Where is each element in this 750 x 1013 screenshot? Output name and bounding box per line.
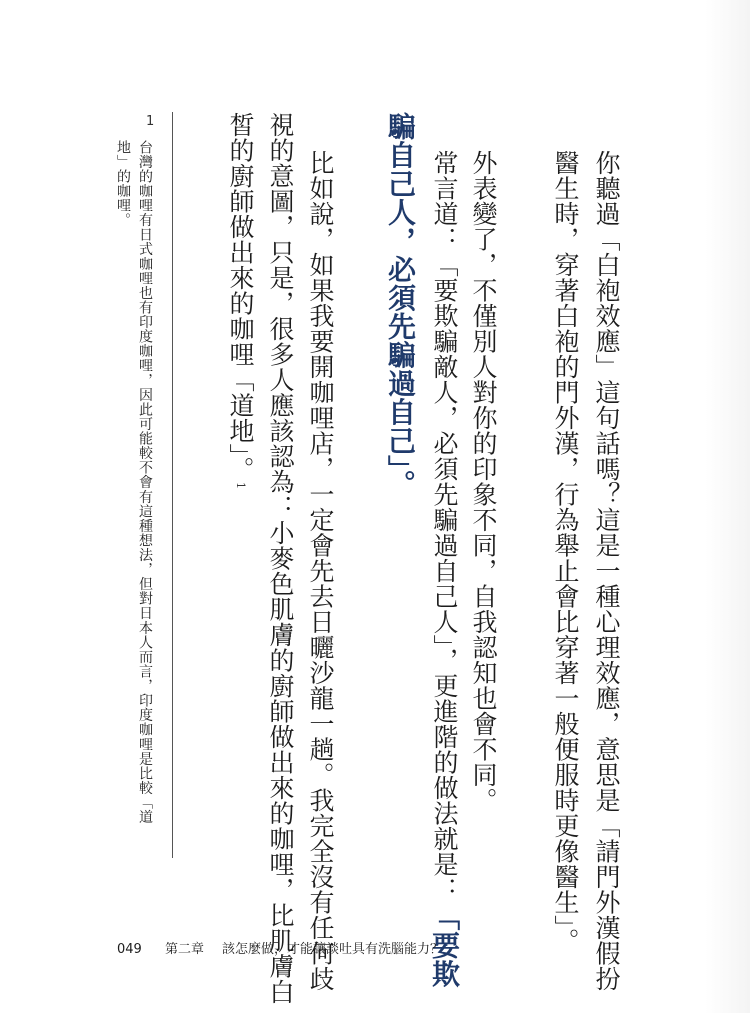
body-column-8-text: 皙的廚師做出來的咖哩「道地」。 <box>226 112 255 482</box>
footnote-number: 1 <box>146 114 155 129</box>
page-number: 049 <box>117 942 142 957</box>
body-column-8 <box>228 112 253 490</box>
body-column-6: 比如說，如果我要開咖哩店，一定會先去日曬沙龍一趟。我完全沒有任何歧 <box>306 150 335 992</box>
chapter-label: 第二章 <box>165 942 205 957</box>
footnote-divider <box>172 112 173 858</box>
emphasis-quote: 騙自己人，必須先騙過自己」。 <box>384 112 417 498</box>
body-column-4-text: 常言道：「要欺騙敵人，必須先騙過自己人」，更進階的做法就是： <box>430 150 459 903</box>
body-column-1: 你聽過「白袍效應」這句話嗎？這是一種心理效應，意思是「請門外漢假扮 <box>592 150 621 992</box>
footnote-line-1: 台灣的咖哩有日式咖哩也有印度咖哩，因此可能較不會有這種想法，但對日本人而言，印度咖哩是比較「道 <box>137 140 153 825</box>
footnote-ref: 1 <box>234 482 247 490</box>
body-column-3: 外表變了，不僅別人對你的印象不同，自我認知也會不同。 <box>469 150 498 813</box>
footnote-line-2: 地」的咖哩。 <box>115 140 131 228</box>
body-column-2: 醫生時，穿著白袍的門外漢，行為舉止會比穿著一般便服時更像醫生」。 <box>551 150 580 954</box>
body-column-7: 視的意圖，只是，很多人應該認為：小麥色肌膚的廚師做出來的咖哩，比肌膚白 <box>266 112 295 1005</box>
body-column-4 <box>428 150 461 988</box>
page-footer <box>117 938 443 957</box>
emphasis-quote-start: 「要欺 <box>428 902 461 988</box>
chapter-title: 該怎麼做，才能讓談吐具有洗腦能力？ <box>222 942 444 957</box>
